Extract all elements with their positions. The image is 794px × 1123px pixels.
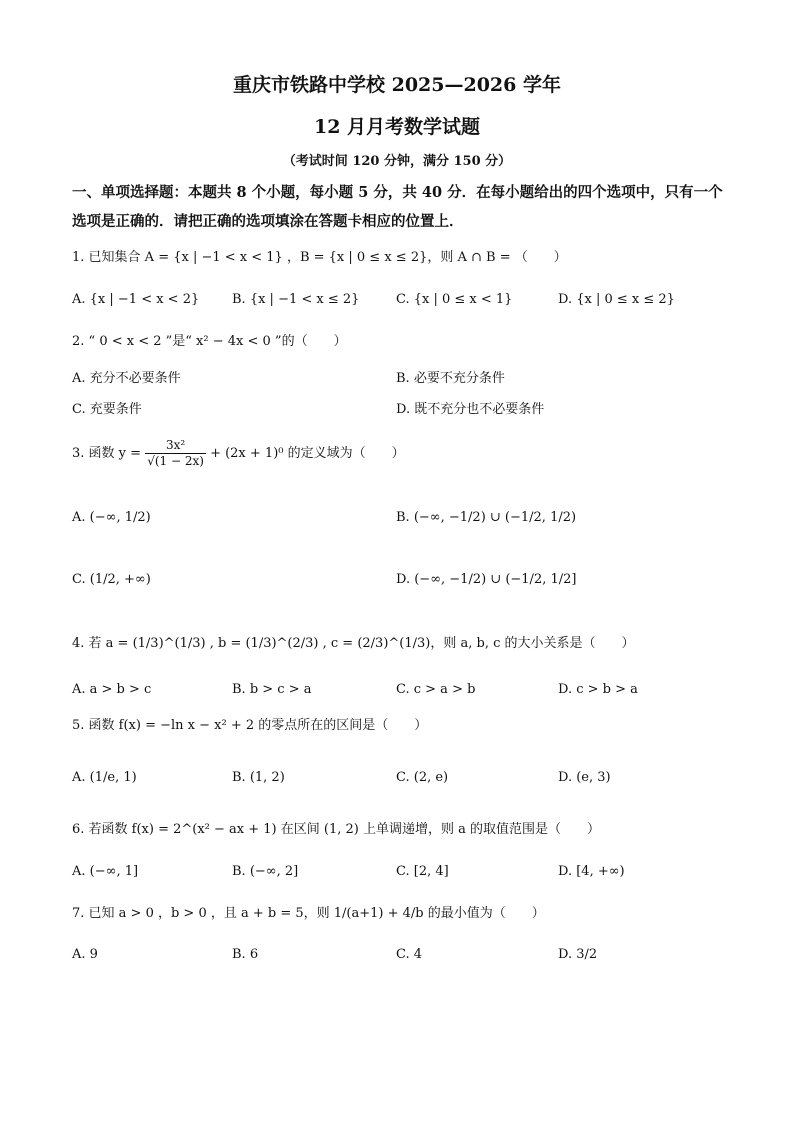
section-heading: 一、单项选择题：本题共 8 个小题，每小题 5 分，共 40 分．在每小题给出的四个选项中，只有一个选项是正确的．请把正确的选项填涂在答题卡相应的位置上． [72,184,723,230]
question-6-stem: 6. 若函数 f(x) = 2^(x² − ax + 1) 在区间 (1, 2) 上单调递增，则 a 的取值范围是（ ） [72,822,600,837]
question-6-option-a: A. (−∞, 1] [72,864,139,879]
exam-note: （考试时间 120 分钟，满分 150 分） [282,154,512,169]
question-4-option-a: A. a > b > c [72,682,152,697]
question-7-option-a: A. 9 [72,947,98,962]
question-5-option-b: B. (1, 2) [232,770,285,785]
question-5-stem: 5. 函数 f(x) = −ln x − x² + 2 的零点所在的区间是（ ） [72,718,428,733]
question-5-option-a: A. (1/e, 1) [72,770,137,785]
question-2-option-c: C. 充要条件 [72,402,142,417]
question-3-option-c: C. (1/2, +∞) [72,572,151,587]
question-3-stem [72,438,405,469]
question-1-option-a: A. {x | −1 < x < 2} [72,292,200,307]
question-3-suffix: + (2x + 1)⁰ 的定义域为（ ） [210,446,405,461]
question-2-stem: 2. “ 0 < x < 2 ”是“ x² − 4x < 0 ”的（ ） [72,334,347,349]
question-6-option-b: B. (−∞, 2] [232,864,299,879]
question-1-stem: 1. 已知集合 A = {x | −1 < x < 1} ，B = {x | 0 ≤ x ≤ 2}，则 A ∩ B = （ ） [72,250,567,265]
question-6-option-d: D. [4, +∞) [558,864,625,879]
question-3-option-a: A. (−∞, 1/2) [72,510,151,525]
question-5-option-c: C. (2, e) [396,770,449,785]
exam-subtitle: 12 月月考数学试题 [313,116,481,138]
question-6-option-c: C. [2, 4] [396,864,449,879]
exam-title: 重庆市铁路中学校 2025—2026 学年 [233,74,561,96]
question-3-option-d: D. (−∞, −1/2) ∪ (−1/2, 1/2] [396,572,577,587]
question-7-option-b: B. 6 [232,947,259,962]
question-2-option-d: D. 既不充分也不必要条件 [396,402,545,417]
question-1-option-b: B. {x | −1 < x ≤ 2} [232,292,360,307]
question-7-option-c: C. 4 [396,947,423,962]
question-4-option-d: D. c > b > a [558,682,638,697]
question-7-option-d: D. 3/2 [558,947,598,962]
question-1-option-d: D. {x | 0 ≤ x ≤ 2} [558,292,675,307]
question-1-option-c: C. {x | 0 ≤ x < 1} [396,292,513,307]
question-4-option-c: C. c > a > b [396,682,476,697]
question-5-option-d: D. (e, 3) [558,770,611,785]
question-3-numerator: 3x² [145,438,206,454]
question-3-denominator: √(1 − 2x) [147,454,204,468]
question-2-option-b: B. 必要不充分条件 [396,371,505,386]
question-7-stem: 7. 已知 a > 0 ，b > 0 ，且 a + b = 5，则 1/(a+1) + 4/b 的最小值为（ ） [72,906,545,921]
question-2-option-a: A. 充分不必要条件 [72,371,181,386]
question-4-option-b: B. b > c > a [232,682,312,697]
question-3-option-b: B. (−∞, −1/2) ∪ (−1/2, 1/2) [396,510,577,525]
question-3-fraction [145,438,206,469]
question-3-prefix: 3. 函数 y = [72,446,142,461]
question-4-stem: 4. 若 a = (1/3)^(1/3) , b = (1/3)^(2/3) , c = (2/3)^(1/3)，则 a, b, c 的大小关系是（ ） [72,636,635,651]
